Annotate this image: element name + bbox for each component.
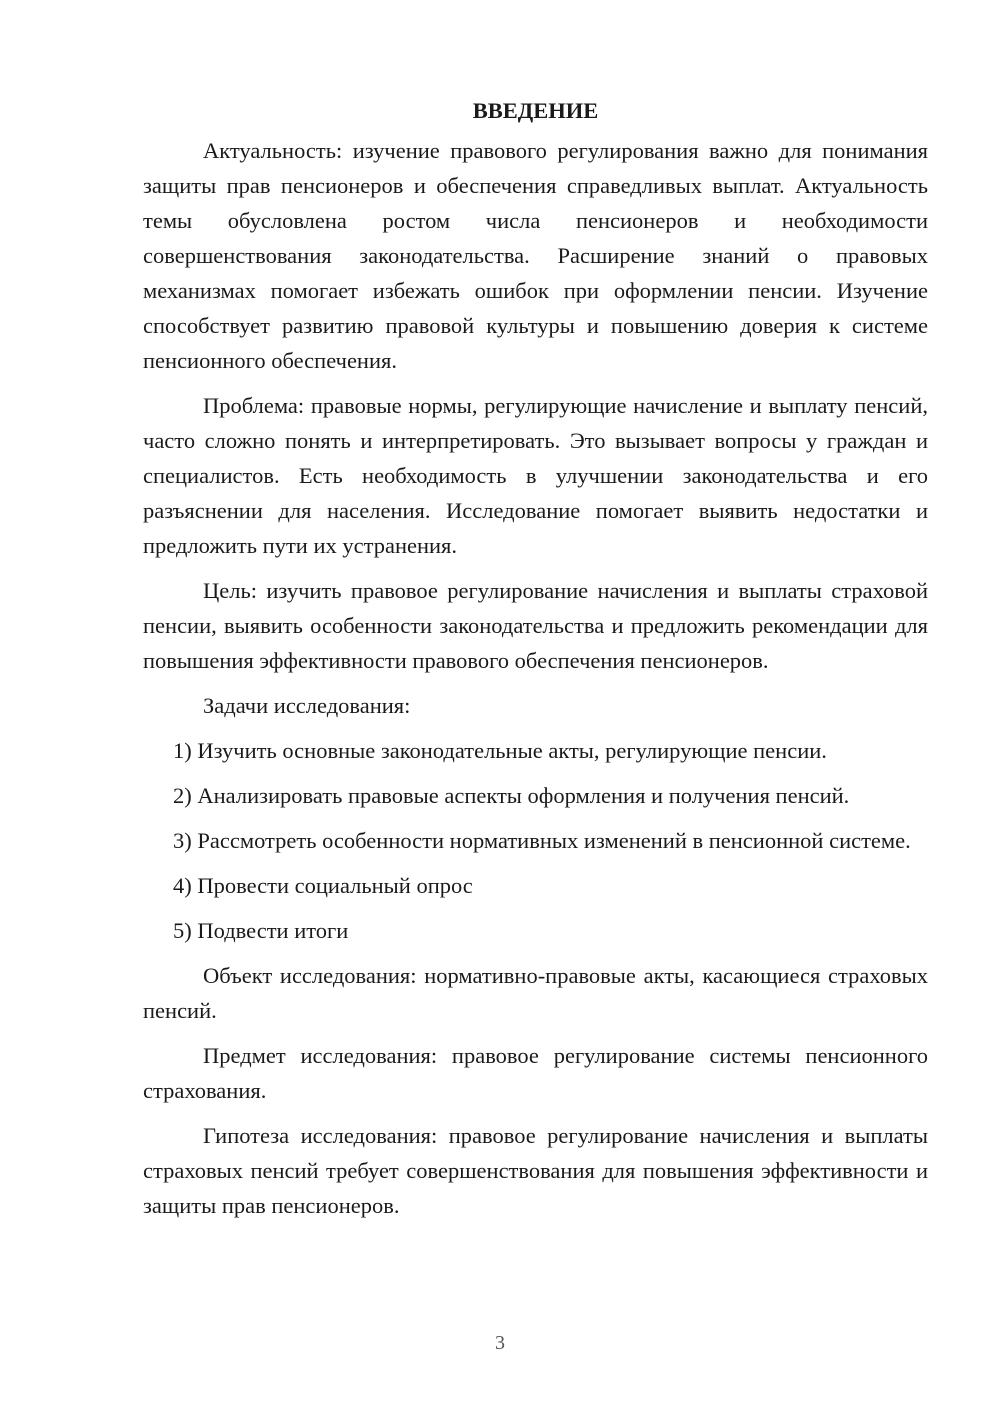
page-number: 3 [495, 1332, 505, 1354]
hypothesis-paragraph: Гипотеза исследования: правовое регулирование начисления и выплаты страховых пенсий требует совершенствования для повышения эффективности и защиты прав пенсионеров. [143, 1123, 928, 1218]
task-item: 4) Провести социальный опрос [173, 873, 473, 898]
tasks-heading: Задачи исследования: [203, 693, 411, 718]
relevance-paragraph: Актуальность: изучение правового регулирования важно для понимания защиты прав пенсионеров и обеспечения справедливых выплат. Актуальность темы обусловлена ростом числа пенсионеров и необходимости совершенствования законодательства. Расширение знаний о правовых механизмах помогает избежать ошибок при оформлении пенсии. Изучение способствует развитию правовой культуры и повышению доверия к системе пенсионного обеспечения. [143, 138, 928, 373]
task-item: 1) Изучить основные законодательные акты, регулирующие пенсии. [173, 738, 827, 763]
problem-paragraph: Проблема: правовые нормы, регулирующие начисление и выплату пенсий, часто сложно понять и интерпретировать. Это вызывает вопросы у граждан и специалистов. Есть необходимость в улучшении законодательства и его разъяснении для населения. Исследование помогает выявить недостатки и предложить пути их устранения. [143, 393, 928, 558]
document-page [143, 93, 928, 1233]
goal-paragraph: Цель: изучить правовое регулирование начисления и выплаты страховой пенсии, выявить особенности законодательства и предложить рекомендации для повышения эффективности правового обеспечения пенсионеров. [143, 578, 928, 673]
task-item: 5) Подвести итоги [173, 918, 349, 943]
task-item: 3) Рассмотреть особенности нормативных изменений в пенсионной системе. [173, 828, 911, 853]
page-title: ВВЕДЕНИЕ [472, 98, 599, 123]
subject-paragraph: Предмет исследования: правовое регулирование системы пенсионного страхования. [143, 1043, 928, 1103]
task-item: 2) Анализировать правовые аспекты оформления и получения пенсий. [173, 783, 850, 808]
object-paragraph: Объект исследования: нормативно-правовые акты, касающиеся страховых пенсий. [143, 963, 928, 1023]
